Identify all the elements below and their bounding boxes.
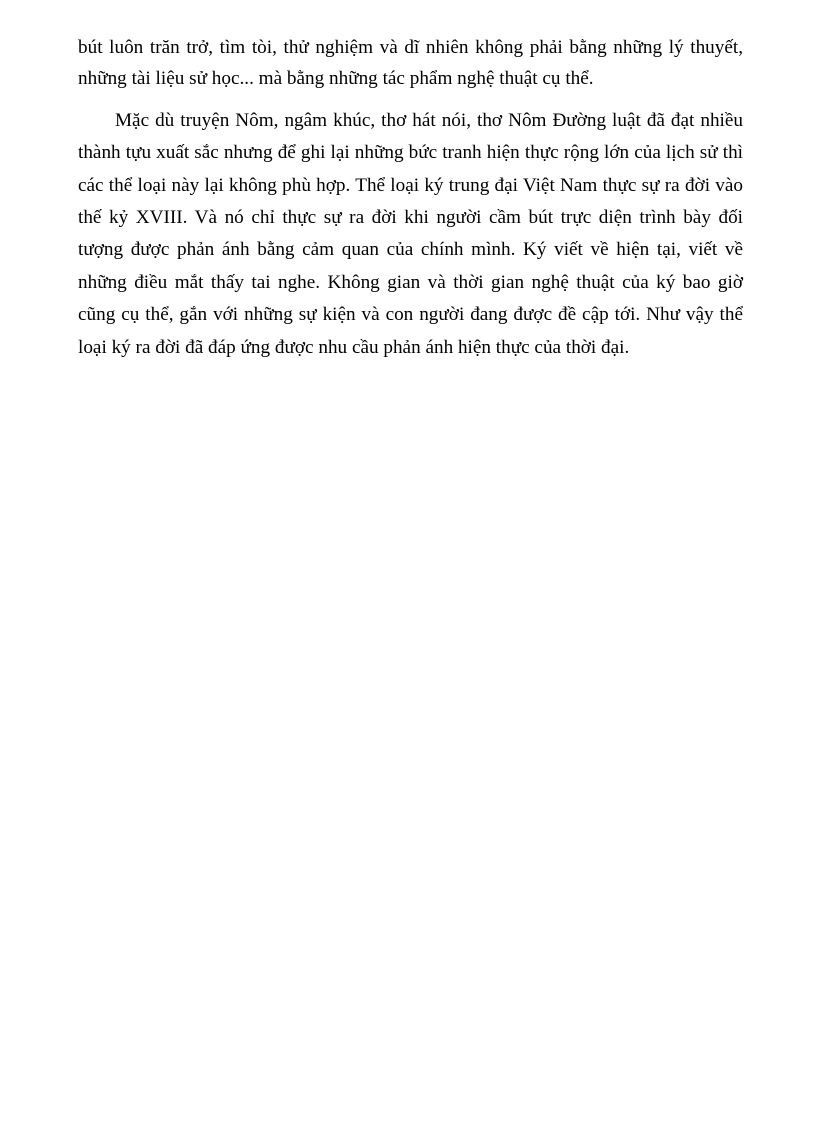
text-line: thành tựu xuất sắc nhưng để ghi lại những bức tranh hiện thực rộng lớn của lịch sử thì (78, 142, 743, 163)
text-line: Mặc dù truyện Nôm, ngâm khúc, thơ hát nói, thơ Nôm Đường luật đã đạt nhiều (115, 110, 743, 131)
text-line: những tài liệu sử học... mà bằng những tác phẩm nghệ thuật cụ thể. (78, 68, 594, 89)
text-line: bút luôn trăn trở, tìm tòi, thử nghiệm và dĩ nhiên không phải bằng những lý thuyết, (78, 37, 743, 58)
text-line: cũng cụ thể, gắn với những sự kiện và con người đang được đề cập tới. Như vậy thể (78, 304, 743, 325)
text-line: loại ký ra đời đã đáp ứng được nhu cầu phản ánh hiện thực của thời đại. (78, 337, 630, 358)
text-line: những điều mắt thấy tai nghe. Không gian và thời gian nghệ thuật của ký bao giờ (78, 272, 743, 293)
text-line: các thể loại này lại không phù hợp. Thể loại ký trung đại Việt Nam thực sự ra đời vào (78, 175, 743, 196)
text-line: tượng được phản ánh bằng cảm quan của chính mình. Ký viết về hiện tại, viết về (78, 239, 743, 260)
text-line: thế kỷ XVIII. Và nó chỉ thực sự ra đời khi người cầm bút trực diện trình bày đối (78, 207, 743, 228)
